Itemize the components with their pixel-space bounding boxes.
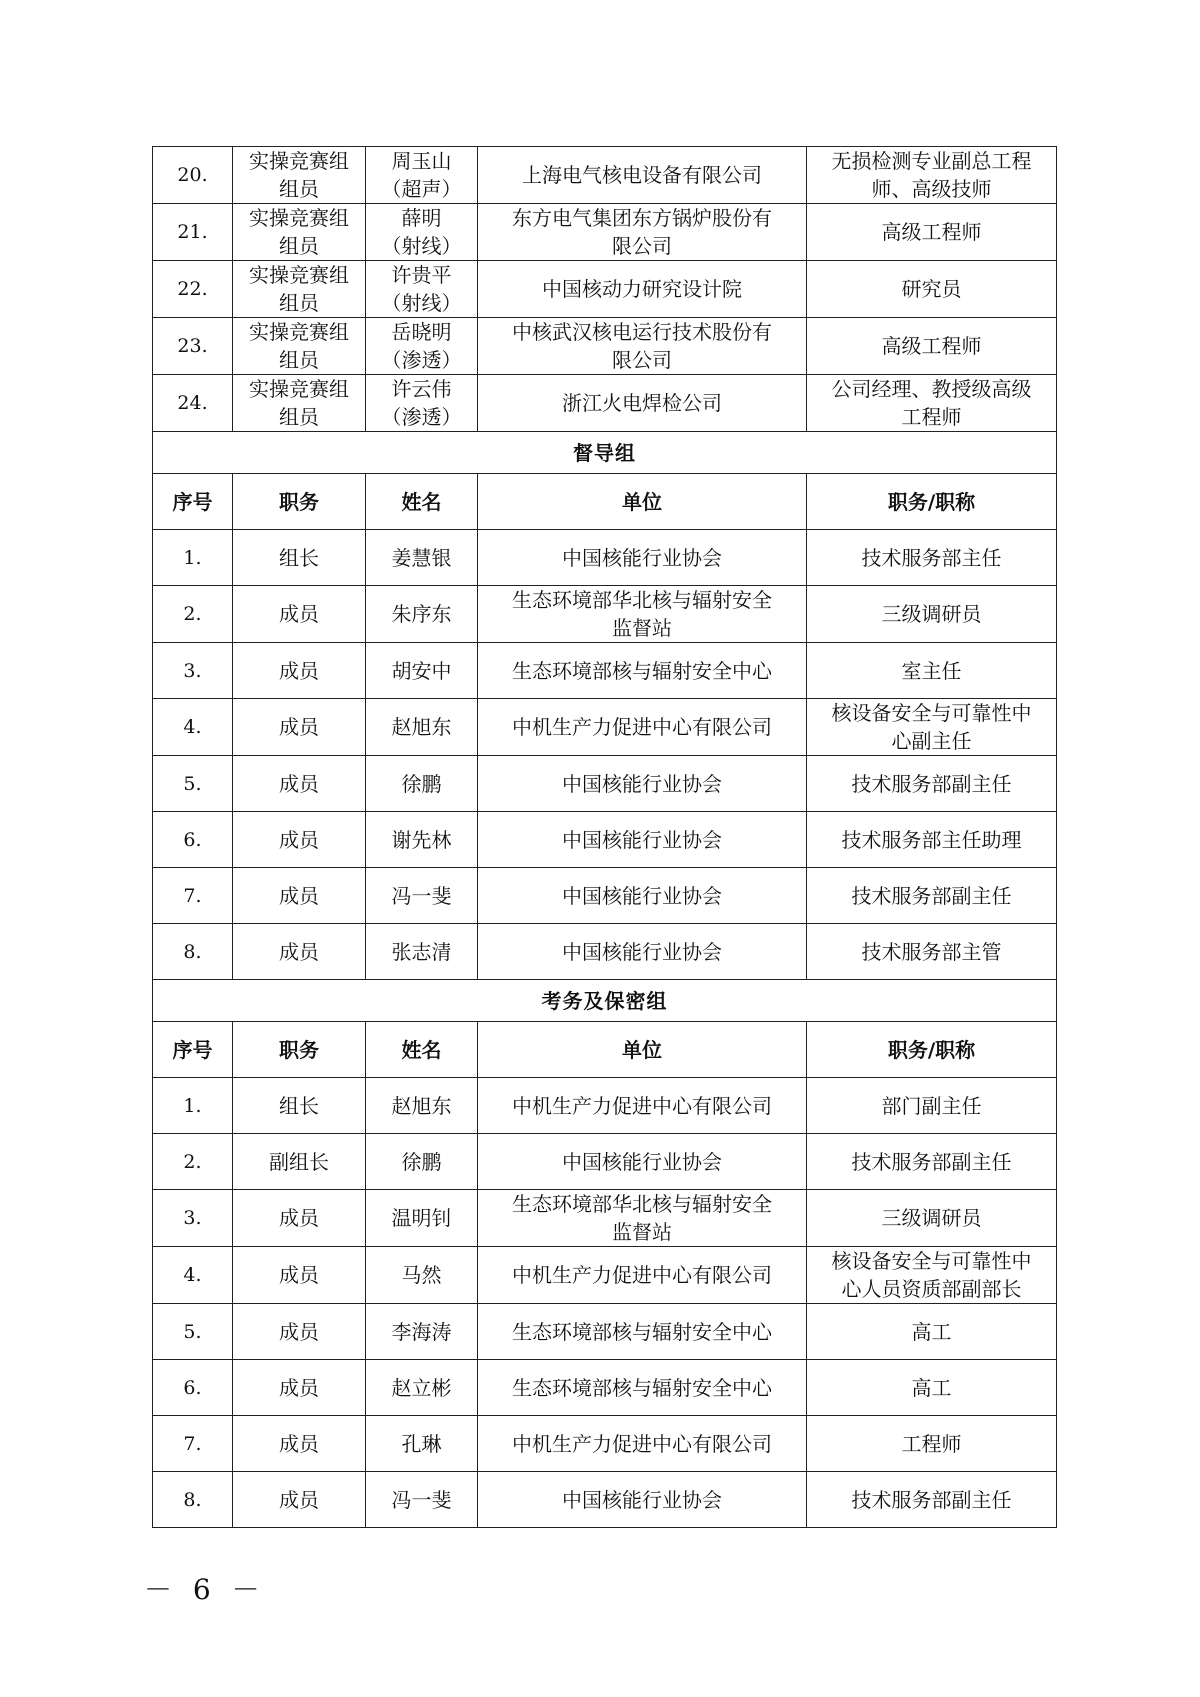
row-name: 朱序东 — [366, 586, 478, 643]
section-title-row — [153, 432, 1057, 474]
row-title: 高级工程师 — [807, 204, 1057, 261]
row-number: 1. — [153, 1078, 233, 1134]
row-role: 副组长 — [233, 1134, 366, 1190]
row-number: 6. — [153, 812, 233, 868]
table-row — [153, 1078, 1057, 1134]
row-unit: 生态环境部华北核与辐射安全 监督站 — [478, 1190, 807, 1247]
row-name: 谢先林 — [366, 812, 478, 868]
row-name: 马然 — [366, 1247, 478, 1304]
table-row — [153, 204, 1057, 261]
row-role: 成员 — [233, 868, 366, 924]
row-role: 成员 — [233, 1416, 366, 1472]
row-role: 成员 — [233, 756, 366, 812]
row-number: 2. — [153, 1134, 233, 1190]
row-name: 冯一斐 — [366, 1472, 478, 1528]
row-unit: 中机生产力促进中心有限公司 — [478, 1416, 807, 1472]
row-number: 5. — [153, 756, 233, 812]
row-name: 赵立彬 — [366, 1360, 478, 1416]
row-role: 成员 — [233, 586, 366, 643]
row-number: 6. — [153, 1360, 233, 1416]
row-role: 组长 — [233, 1078, 366, 1134]
header-title: 职务/职称 — [807, 1022, 1057, 1078]
table-row — [153, 812, 1057, 868]
row-title: 技术服务部副主任 — [807, 868, 1057, 924]
row-role: 成员 — [233, 924, 366, 980]
row-unit: 中机生产力促进中心有限公司 — [478, 699, 807, 756]
table-row — [153, 699, 1057, 756]
row-name: 许云伟 （渗透） — [366, 375, 478, 432]
row-unit: 中国核能行业协会 — [478, 530, 807, 586]
row-title: 高工 — [807, 1360, 1057, 1416]
table-row — [153, 1472, 1057, 1528]
row-role: 成员 — [233, 1304, 366, 1360]
personnel-table — [152, 146, 1057, 1528]
row-role: 成员 — [233, 1360, 366, 1416]
row-name: 赵旭东 — [366, 699, 478, 756]
header-unit: 单位 — [478, 1022, 807, 1078]
row-number: 23. — [153, 318, 233, 375]
header-no: 序号 — [153, 474, 233, 530]
table-row — [153, 756, 1057, 812]
row-title: 技术服务部主管 — [807, 924, 1057, 980]
row-unit: 中国核能行业协会 — [478, 1472, 807, 1528]
table-row — [153, 1304, 1057, 1360]
row-unit: 东方电气集团东方锅炉股份有 限公司 — [478, 204, 807, 261]
row-unit: 中国核动力研究设计院 — [478, 261, 807, 318]
header-role: 职务 — [233, 1022, 366, 1078]
table-row — [153, 1416, 1057, 1472]
row-role: 组长 — [233, 530, 366, 586]
row-title: 高级工程师 — [807, 318, 1057, 375]
table-header-row — [153, 474, 1057, 530]
row-name: 冯一斐 — [366, 868, 478, 924]
row-number: 7. — [153, 1416, 233, 1472]
row-unit: 中国核能行业协会 — [478, 868, 807, 924]
row-number: 22. — [153, 261, 233, 318]
row-role: 实操竞赛组 组员 — [233, 147, 366, 204]
row-unit: 中机生产力促进中心有限公司 — [478, 1078, 807, 1134]
row-name: 胡安中 — [366, 643, 478, 699]
row-role: 成员 — [233, 1190, 366, 1247]
row-unit: 生态环境部华北核与辐射安全 监督站 — [478, 586, 807, 643]
table-header-row — [153, 1022, 1057, 1078]
row-unit: 生态环境部核与辐射安全中心 — [478, 643, 807, 699]
row-name: 徐鹏 — [366, 756, 478, 812]
table-row — [153, 261, 1057, 318]
table-row — [153, 1134, 1057, 1190]
table-row — [153, 375, 1057, 432]
row-title: 研究员 — [807, 261, 1057, 318]
row-number: 24. — [153, 375, 233, 432]
table-row — [153, 1190, 1057, 1247]
row-unit: 中国核能行业协会 — [478, 1134, 807, 1190]
table-row — [153, 1247, 1057, 1304]
row-role: 实操竞赛组 组员 — [233, 375, 366, 432]
table-row — [153, 868, 1057, 924]
row-title: 高工 — [807, 1304, 1057, 1360]
row-name: 李海涛 — [366, 1304, 478, 1360]
row-number: 7. — [153, 868, 233, 924]
page-number: － 6 － — [144, 1573, 266, 1606]
row-role: 实操竞赛组 组员 — [233, 261, 366, 318]
exam-security-group-title: 考务及保密组 — [153, 980, 1057, 1022]
row-title: 室主任 — [807, 643, 1057, 699]
row-role: 实操竞赛组 组员 — [233, 318, 366, 375]
row-title: 技术服务部副主任 — [807, 1134, 1057, 1190]
row-unit: 中国核能行业协会 — [478, 756, 807, 812]
row-unit: 中国核能行业协会 — [478, 812, 807, 868]
row-name: 温明钊 — [366, 1190, 478, 1247]
table-row — [153, 586, 1057, 643]
row-title: 三级调研员 — [807, 586, 1057, 643]
row-title: 技术服务部副主任 — [807, 1472, 1057, 1528]
supervision-group-title: 督导组 — [153, 432, 1057, 474]
section-title-row — [153, 980, 1057, 1022]
row-role: 实操竞赛组 组员 — [233, 204, 366, 261]
row-unit: 浙江火电焊检公司 — [478, 375, 807, 432]
row-title: 核设备安全与可靠性中 心人员资质部副部长 — [807, 1247, 1057, 1304]
header-role: 职务 — [233, 474, 366, 530]
row-title: 三级调研员 — [807, 1190, 1057, 1247]
row-title: 公司经理、教授级高级 工程师 — [807, 375, 1057, 432]
row-number: 2. — [153, 586, 233, 643]
row-number: 5. — [153, 1304, 233, 1360]
row-title: 工程师 — [807, 1416, 1057, 1472]
table-row — [153, 318, 1057, 375]
row-role: 成员 — [233, 643, 366, 699]
row-title: 无损检测专业副总工程 师、高级技师 — [807, 147, 1057, 204]
row-title: 技术服务部副主任 — [807, 756, 1057, 812]
row-name: 岳晓明 （渗透） — [366, 318, 478, 375]
row-number: 3. — [153, 1190, 233, 1247]
table-row — [153, 530, 1057, 586]
row-name: 张志清 — [366, 924, 478, 980]
row-unit: 上海电气核电设备有限公司 — [478, 147, 807, 204]
row-role: 成员 — [233, 1472, 366, 1528]
header-unit: 单位 — [478, 474, 807, 530]
row-unit: 中机生产力促进中心有限公司 — [478, 1247, 807, 1304]
row-name: 徐鹏 — [366, 1134, 478, 1190]
row-title: 技术服务部主任助理 — [807, 812, 1057, 868]
row-number: 3. — [153, 643, 233, 699]
header-name: 姓名 — [366, 1022, 478, 1078]
table-row — [153, 924, 1057, 980]
row-title: 核设备安全与可靠性中 心副主任 — [807, 699, 1057, 756]
row-role: 成员 — [233, 812, 366, 868]
header-title: 职务/职称 — [807, 474, 1057, 530]
row-unit: 中国核能行业协会 — [478, 924, 807, 980]
row-unit: 生态环境部核与辐射安全中心 — [478, 1360, 807, 1416]
row-number: 1. — [153, 530, 233, 586]
row-number: 4. — [153, 1247, 233, 1304]
row-role: 成员 — [233, 1247, 366, 1304]
row-name: 许贵平 （射线） — [366, 261, 478, 318]
row-title: 部门副主任 — [807, 1078, 1057, 1134]
row-number: 21. — [153, 204, 233, 261]
row-name: 孔琳 — [366, 1416, 478, 1472]
table-row — [153, 643, 1057, 699]
row-title: 技术服务部主任 — [807, 530, 1057, 586]
table-row — [153, 1360, 1057, 1416]
row-name: 薛明 （射线） — [366, 204, 478, 261]
row-number: 20. — [153, 147, 233, 204]
header-name: 姓名 — [366, 474, 478, 530]
row-name: 周玉山 （超声） — [366, 147, 478, 204]
row-number: 4. — [153, 699, 233, 756]
row-unit: 生态环境部核与辐射安全中心 — [478, 1304, 807, 1360]
row-number: 8. — [153, 924, 233, 980]
row-unit: 中核武汉核电运行技术股份有 限公司 — [478, 318, 807, 375]
row-number: 8. — [153, 1472, 233, 1528]
header-no: 序号 — [153, 1022, 233, 1078]
row-role: 成员 — [233, 699, 366, 756]
table-row — [153, 147, 1057, 204]
row-name: 赵旭东 — [366, 1078, 478, 1134]
row-name: 姜慧银 — [366, 530, 478, 586]
